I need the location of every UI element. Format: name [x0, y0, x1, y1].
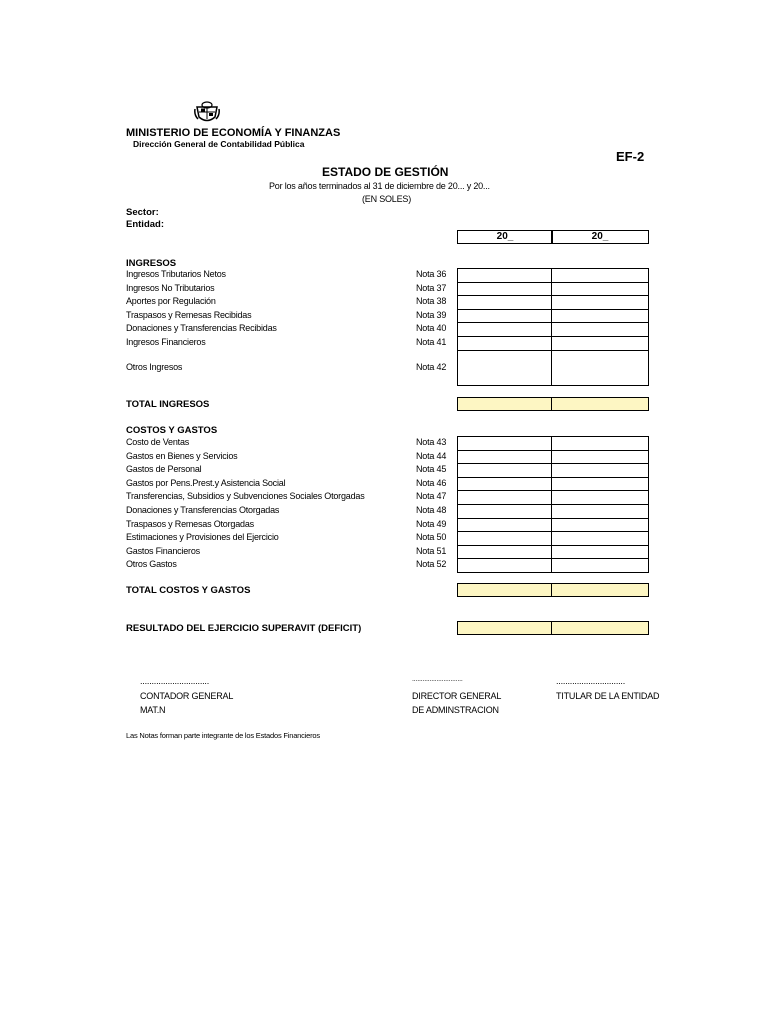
ingresos-row-nota: Nota 39: [416, 310, 447, 320]
costos-row-nota: Nota 50: [416, 532, 447, 542]
costos-row-label: Gastos de Personal: [126, 464, 202, 474]
year2-header: 20_: [551, 230, 649, 244]
costos-row-cell-year2[interactable]: [551, 504, 649, 519]
ingresos-row-cell-year2[interactable]: [551, 295, 649, 310]
ingresos-row-cell-year1[interactable]: [457, 295, 553, 310]
ingresos-row-cell-year2[interactable]: [551, 322, 649, 337]
entity-label: Entidad:: [126, 219, 164, 230]
ingresos-row-nota: Nota 37: [416, 283, 447, 293]
costos-row-cell-year1[interactable]: [457, 463, 553, 478]
ingresos-row-cell-year2[interactable]: [551, 336, 649, 351]
signature-line-contador: ..............................: [140, 676, 210, 686]
ingresos-row-nota: Nota 42: [416, 362, 447, 372]
currency-label: (EN SOLES): [362, 194, 412, 204]
costos-row-cell-year2[interactable]: [551, 436, 649, 451]
year1-header: 20_: [457, 230, 553, 244]
ingresos-row-cell-year2[interactable]: [551, 309, 649, 323]
contador-label: CONTADOR GENERAL: [140, 691, 234, 701]
costos-row-nota: Nota 46: [416, 478, 447, 488]
titular-label: TITULAR DE LA ENTIDAD: [556, 691, 660, 701]
ingresos-row-nota: Nota 41: [416, 337, 447, 347]
costos-row-nota: Nota 51: [416, 546, 447, 556]
costos-row-cell-year1[interactable]: [457, 531, 553, 546]
costos-row-label: Donaciones y Transferencias Otorgadas: [126, 505, 280, 515]
costos-heading: COSTOS Y GASTOS: [126, 425, 218, 436]
costos-row-cell-year2[interactable]: [551, 463, 649, 478]
costos-row-cell-year2[interactable]: [551, 490, 649, 505]
costos-row-nota: Nota 45: [416, 464, 447, 474]
result-cell-year2[interactable]: [551, 621, 649, 635]
form-code: EF-2: [616, 149, 645, 164]
costos-row-nota: Nota 43: [416, 437, 447, 447]
ingresos-row-cell-year1[interactable]: [457, 322, 553, 337]
ingresos-row-label: Donaciones y Transferencias Recibidas: [126, 323, 277, 333]
costos-row-cell-year1[interactable]: [457, 558, 553, 573]
costos-row-label: Gastos por Pens.Prest.y Asistencia Social: [126, 478, 286, 488]
costos-row-nota: Nota 52: [416, 559, 447, 569]
total-ingresos-label: TOTAL INGRESOS: [126, 399, 210, 410]
director-label-2: DE ADMINSTRACION: [412, 705, 499, 715]
total-costos-cell-year2[interactable]: [551, 583, 649, 597]
ingresos-row-cell-year1[interactable]: [457, 282, 553, 296]
signature-line-titular: ..............................: [556, 676, 626, 686]
costos-row-cell-year2[interactable]: [551, 531, 649, 546]
costos-row-nota: Nota 48: [416, 505, 447, 515]
ingresos-row-label: Aportes por Regulación: [126, 296, 216, 306]
ingresos-row-cell-year2[interactable]: [551, 350, 649, 386]
costos-row-cell-year1[interactable]: [457, 436, 553, 451]
director-label-1: DIRECTOR GENERAL: [412, 691, 502, 701]
mat-label: MAT.N: [140, 705, 166, 715]
costos-row-nota: Nota 47: [416, 491, 447, 501]
costos-row-label: Traspasos y Remesas Otorgadas: [126, 519, 254, 529]
coat-of-arms-emblem: [194, 100, 220, 124]
ingresos-row-cell-year1[interactable]: [457, 268, 553, 283]
direction-name: Dirección General de Contabilidad Pública: [133, 139, 305, 149]
ingresos-row-cell-year1[interactable]: [457, 309, 553, 323]
ingresos-row-cell-year2[interactable]: [551, 282, 649, 296]
ingresos-row-label: Ingresos Tributarios Netos: [126, 269, 226, 279]
ingresos-row-label: Ingresos Financieros: [126, 337, 206, 347]
ingresos-heading: INGRESOS: [126, 258, 177, 269]
costos-row-cell-year1[interactable]: [457, 490, 553, 505]
ingresos-row-label: Traspasos y Remesas Recibidas: [126, 310, 252, 320]
costos-row-cell-year1[interactable]: [457, 504, 553, 519]
costos-row-cell-year2[interactable]: [551, 558, 649, 573]
ingresos-row-nota: Nota 40: [416, 323, 447, 333]
costos-row-nota: Nota 44: [416, 451, 447, 461]
document-title: ESTADO DE GESTIÓN: [322, 165, 449, 179]
total-ingresos-cell-year1[interactable]: [457, 397, 553, 411]
costos-row-label: Costo de Ventas: [126, 437, 190, 447]
ingresos-row-nota: Nota 36: [416, 269, 447, 279]
ministry-name: MINISTERIO DE ECONOMÍA Y FINANZAS: [126, 127, 341, 139]
total-costos-cell-year1[interactable]: [457, 583, 553, 597]
sector-label: Sector:: [126, 207, 159, 218]
ingresos-row-cell-year1[interactable]: [457, 350, 553, 386]
costos-row-label: Estimaciones y Provisiones del Ejercicio: [126, 532, 279, 542]
costos-row-label: Gastos en Bienes y Servicios: [126, 451, 238, 461]
ingresos-row-cell-year2[interactable]: [551, 268, 649, 283]
result-cell-year1[interactable]: [457, 621, 553, 635]
document-subtitle: Por los años terminados al 31 de diciembre de 20... y 20...: [269, 181, 490, 191]
costos-row-label: Otros Gastos: [126, 559, 177, 569]
ingresos-row-nota: Nota 38: [416, 296, 447, 306]
ingresos-row-label: Otros Ingresos: [126, 362, 183, 372]
footnote: Las Notas forman parte integrante de los Estados Financieros: [126, 731, 320, 740]
result-label: RESULTADO DEL EJERCICIO SUPERAVIT (DEFICIT): [126, 623, 362, 634]
total-costos-label: TOTAL COSTOS Y GASTOS: [126, 585, 251, 596]
costos-row-nota: Nota 49: [416, 519, 447, 529]
ingresos-row-label: Ingresos No Tributarios: [126, 283, 215, 293]
ingresos-row-cell-year1[interactable]: [457, 336, 553, 351]
costos-row-label: Transferencias, Subsidios y Subvenciones Sociales Otorgadas: [126, 491, 365, 501]
total-ingresos-cell-year2[interactable]: [551, 397, 649, 411]
signature-line-director: .............................: [412, 676, 463, 683]
costos-row-label: Gastos Financieros: [126, 546, 200, 556]
